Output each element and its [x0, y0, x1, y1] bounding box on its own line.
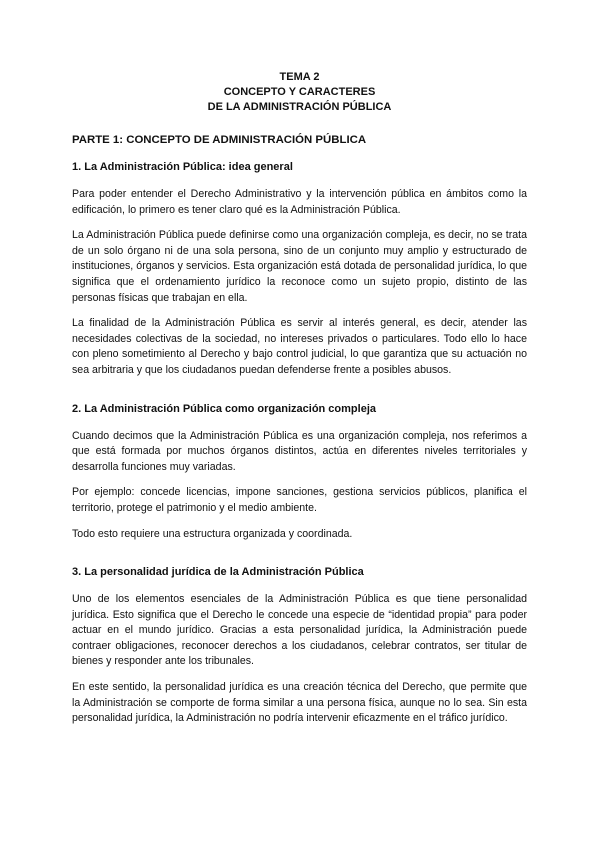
paragraph: La Administración Pública puede definirse como una organización compleja, es decir, no se trata de un solo órgano ni de una sola persona, sino de un conjunto muy amplio y estructurado de instituciones, órganos y servicios. Esta organización está dotada de personalidad jurídica, lo que significa que el ordenamiento jurídico la reconoce como un sujeto propio, distinto de las personas físicas que trabajan en ella. [72, 229, 527, 304]
title-line-topic: TEMA 2 [279, 71, 320, 83]
section-organizacion-compleja [72, 402, 527, 543]
document-page [72, 70, 527, 737]
part-heading: PARTE 1: CONCEPTO DE ADMINISTRACIÓN PÚBLICA [72, 134, 367, 146]
title-line-subject-cont: DE LA ADMINISTRACIÓN PÚBLICA [207, 101, 392, 113]
document-title [72, 70, 527, 115]
paragraph: Para poder entender el Derecho Administrativo y la intervención pública en ámbitos como la edificación, lo primero es tener claro qué es la Administración Pública. [72, 188, 527, 216]
paragraph: Por ejemplo: concede licencias, impone sanciones, gestiona servicios públicos, planifica el territorio, protege el patrimonio y el medio ambiente. [72, 486, 527, 514]
paragraph: Uno de los elementos esenciales de la Administración Pública es que tiene personalidad jurídica. Esto significa que el Derecho le concede una especie de “identidad propia” para poder actuar en el mundo jurídico. Gracias a esta personalidad jurídica, la Administración puede contraer obligaciones, reconocer derechos a los ciudadanos, celebrar contratos, ser titular de bienes y responder ante los tribunales. [72, 593, 527, 668]
paragraph: Todo esto requiere una estructura organizada y coordinada. [72, 527, 353, 540]
section-heading: 2. La Administración Pública como organización compleja [72, 402, 376, 415]
section-idea-general [72, 160, 527, 379]
paragraph: En este sentido, la personalidad jurídica es una creación técnica del Derecho, que permite que la Administración se comporte de forma similar a una persona física, aunque no lo sea. Sin esta personalidad jurídica, la Administración no podría intervenir eficazmente en el tráfico jurídico. [72, 681, 527, 725]
paragraph: La finalidad de la Administración Pública es servir al interés general, es decir, atender las necesidades colectivas de la sociedad, no intereses privados o particulares. Todo ello lo hace con pleno sometimiento al Derecho y bajo control judicial, lo que garantiza que su actuación no sea arbitraria y que los ciudadanos puedan defenderse frente a posibles abusos. [72, 317, 527, 376]
title-line-subject: CONCEPTO Y CARACTERES [223, 86, 376, 98]
section-heading: 1. La Administración Pública: idea general [72, 161, 293, 173]
paragraph: Cuando decimos que la Administración Pública es una organización compleja, nos referimos a que está formada por muchos órganos distintos, actúa en diferentes niveles territoriales y desarrolla funciones muy variadas. [72, 429, 527, 473]
section-personalidad-juridica [72, 565, 527, 727]
section-heading: 3. La personalidad jurídica de la Administración Pública [72, 566, 364, 579]
